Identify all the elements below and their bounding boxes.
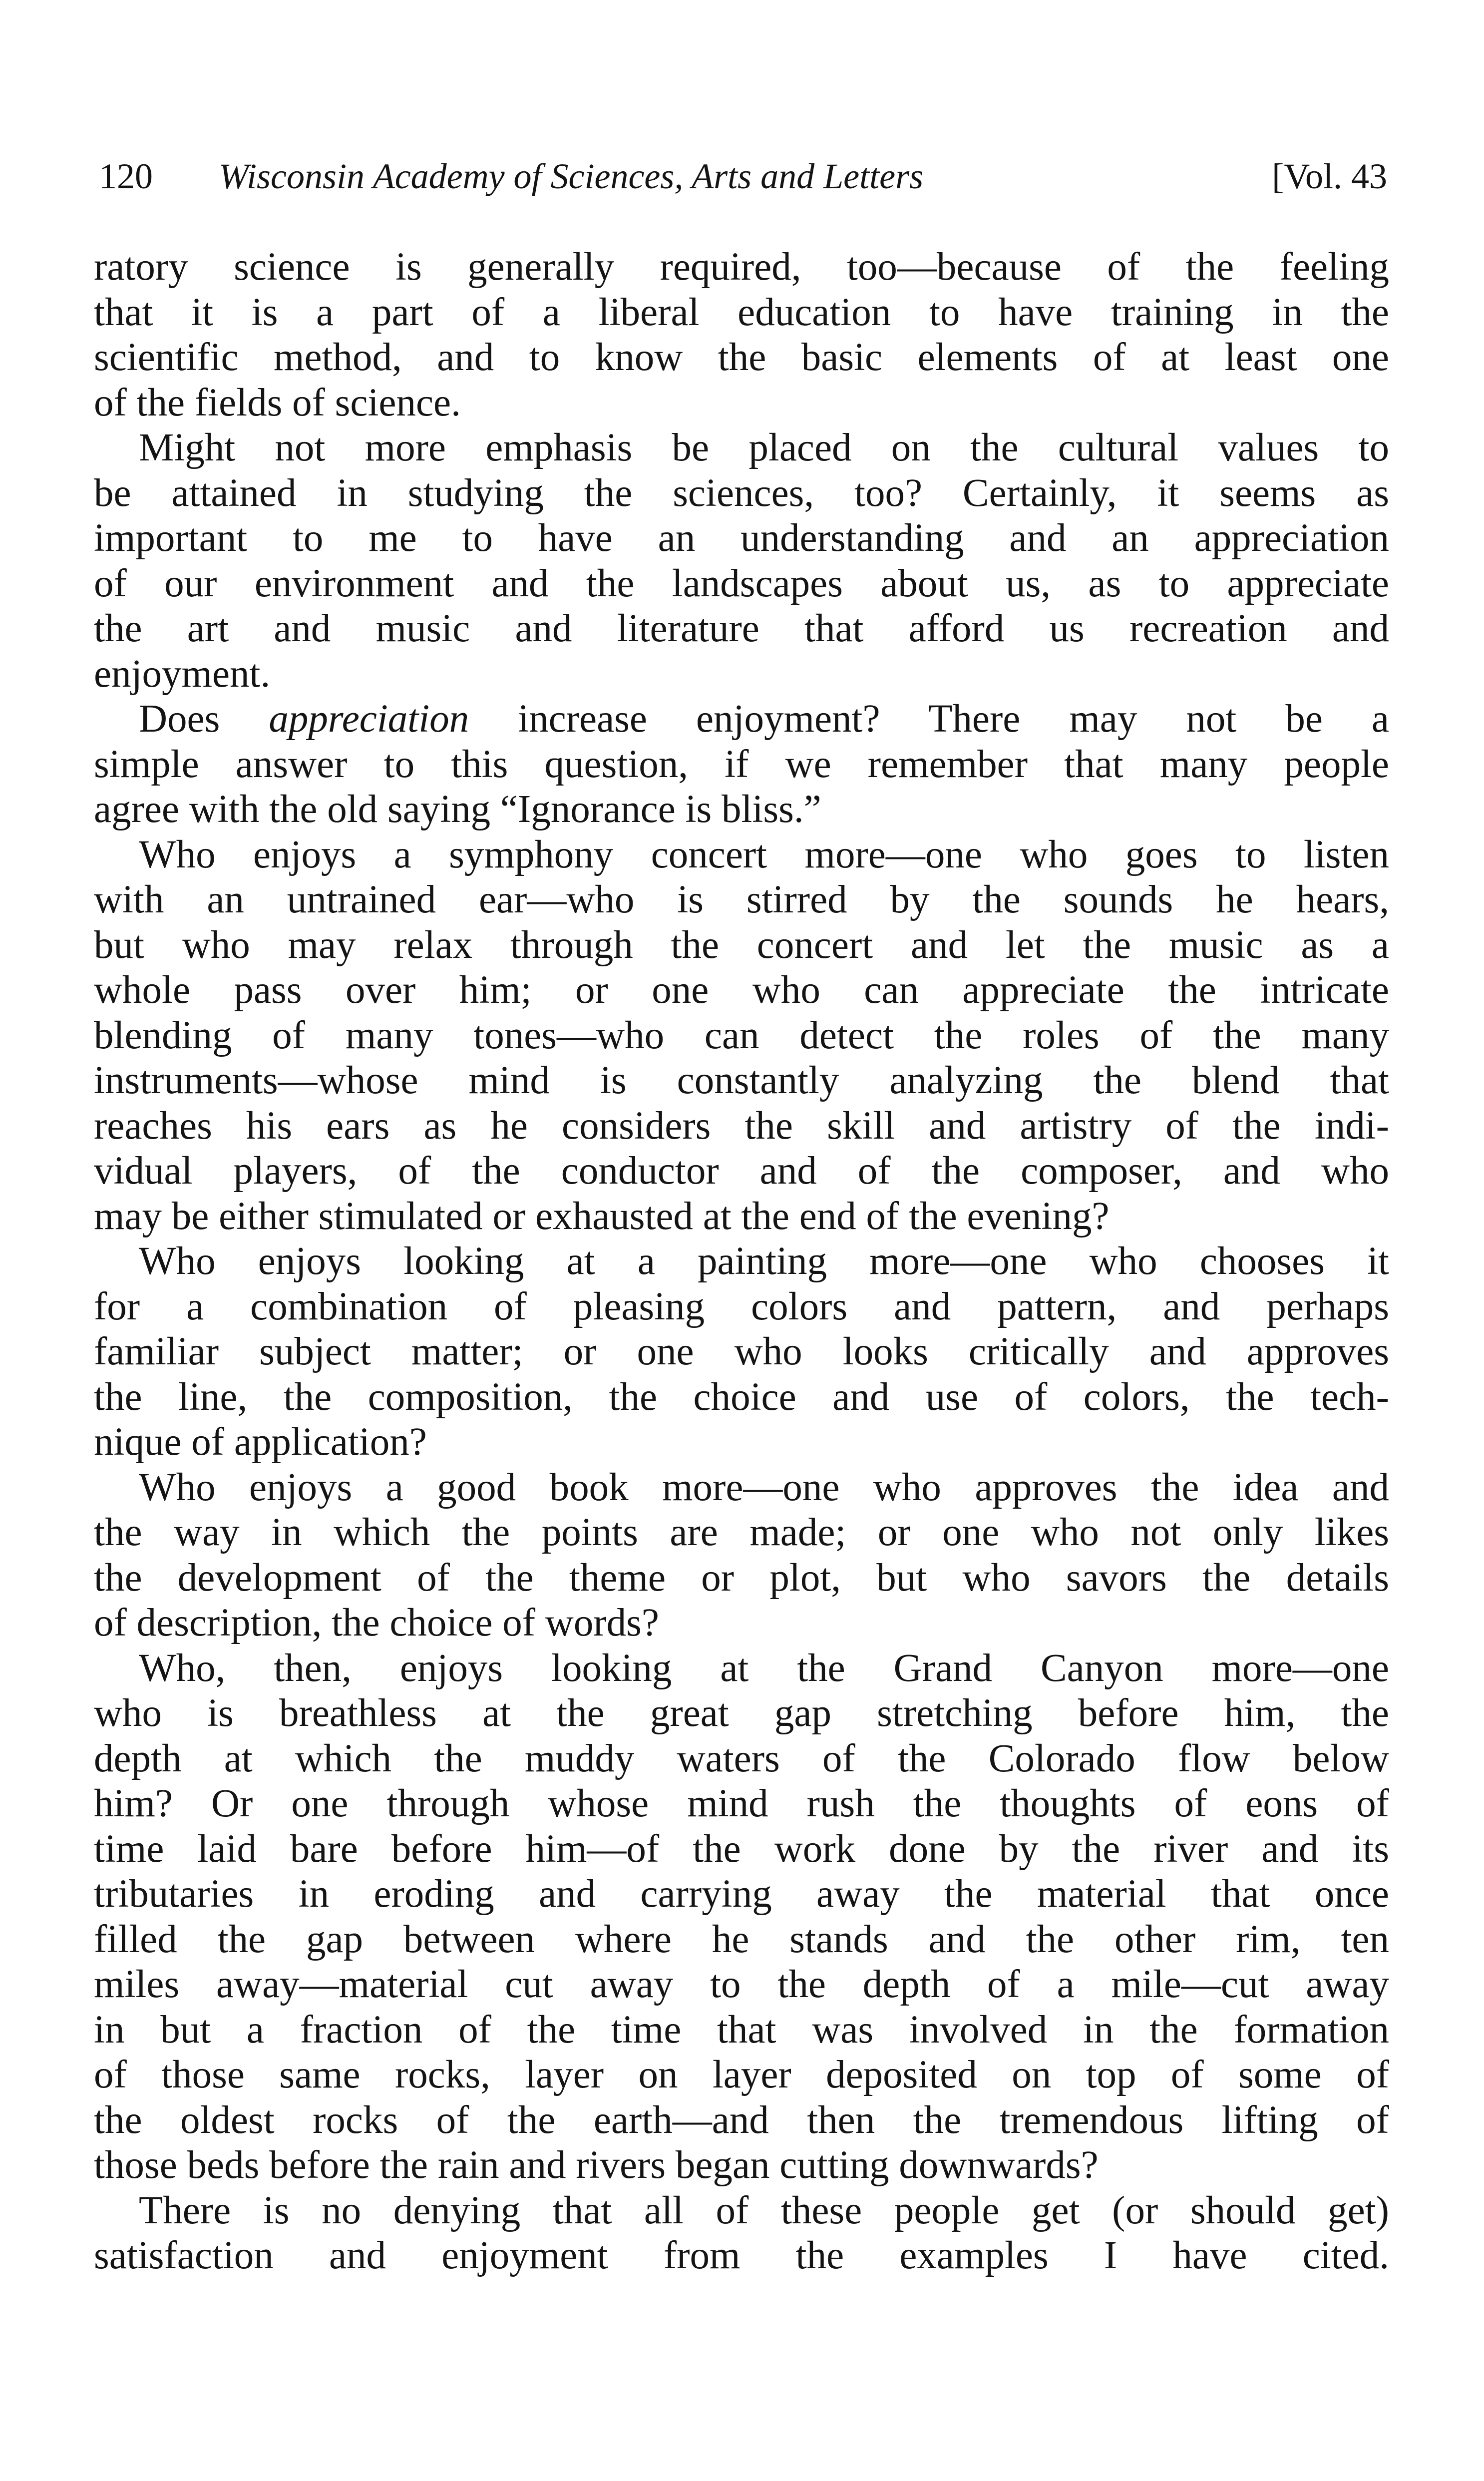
body-text [94,245,1389,2279]
text-line: may be either stimulated or exhausted at the end of the evening? [94,1194,1110,1238]
paragraph-painting [94,1239,1389,1465]
text-line: reaches his ears as he considers the skill and artistry of the indi- [94,1104,1389,1148]
text-line: be attained in studying the sciences, too? Certainly, it seems as [94,471,1389,515]
text-line: nique of application? [94,1420,427,1464]
paragraph-cultural-values [94,425,1389,697]
text-line: time laid bare before him—of the work done by the river and its [94,1827,1389,1871]
text-line [94,697,1389,742]
text-line: with an untrained ear—who is stirred by the sounds he hears, [94,878,1389,921]
text-line: vidual players, of the conductor and of the composer, and who [94,1149,1389,1193]
text-line: the development of the theme or plot, but who savors the details [94,1556,1389,1600]
journal-title: Wisconsin Academy of Sciences, Arts and Letters [219,156,924,196]
text-line: instruments—whose mind is constantly analyzing the blend that [94,1059,1389,1102]
text-line: of the fields of science. [94,381,461,424]
text-line: miles away—material cut away to the depth of a mile—cut away [94,1963,1389,2006]
volume-label: [Vol. 43 [1272,156,1387,196]
text-line: him? Or one through whose mind rush the thoughts of eons of [94,1782,1389,1825]
text-line: important to me to have an understanding and an appreciation [94,516,1389,560]
text-line: blending of many tones—who can detect the roles of the many [94,1013,1389,1057]
text-line: tributaries in eroding and carrying away the material that once [94,1872,1389,1916]
text-line: agree with the old saying “Ignorance is bliss.” [94,788,821,831]
text-line: satisfaction and enjoyment from the examples I have cited. [94,2234,1389,2277]
text-line: There is no denying that all of these people get (or should get) [139,2188,1389,2232]
text-line: depth at which the muddy waters of the Colorado flow below [94,1736,1389,1780]
text-line: the way in which the points are made; or one who not only likes [94,1511,1389,1554]
text-run: increase enjoyment? There may not be a [469,697,1389,741]
text-line: for a combination of pleasing colors and pattern, and perhaps [94,1284,1389,1328]
text-line: Who enjoys a good book more—one who approves the idea and [139,1465,1389,1509]
text-line: enjoyment. [94,652,271,696]
paragraph-symphony [94,832,1389,1240]
italic-term: appreciation [269,697,469,741]
text-line: Might not more emphasis be placed on the cultural values to [139,426,1389,469]
text-line: the oldest rocks of the earth—and then the tremendous lifting of [94,2098,1389,2142]
running-head [99,149,1387,204]
text-line: who is breathless at the great gap stretching before him, the [94,1691,1389,1735]
text-line: familiar subject matter; or one who looks critically and approves [94,1330,1389,1373]
text-run: Does [139,697,269,741]
text-line: Who enjoys looking at a painting more—one who chooses it [139,1240,1389,1283]
text-line: of our environment and the landscapes about us, as to appreciate [94,561,1389,605]
text-line: simple answer to this question, if we remember that many people [94,742,1389,786]
text-line: those beds before the rain and rivers began cutting downwards? [94,2143,1099,2187]
text-line: in but a fraction of the time that was involved in the formation [94,2008,1389,2052]
text-line: that it is a part of a liberal education to have training in the [94,290,1389,334]
text-line: ratory science is generally required, too—because of the feeling [94,245,1389,289]
text-line: of those same rocks, layer on layer deposited on top of some of [94,2053,1389,2096]
paragraph-conclusion [94,2188,1389,2279]
paragraph-grand-canyon [94,1646,1389,2188]
paragraph-book [94,1465,1389,1646]
text-line: but who may relax through the concert and let the music as a [94,923,1389,967]
text-line: filled the gap between where he stands and the other rim, ten [94,1917,1389,1961]
page-number: 120 [99,156,153,196]
text-line: the art and music and literature that afford us recreation and [94,607,1389,650]
paragraph-appreciation [94,697,1389,832]
text-line: the line, the composition, the choice and use of colors, the tech- [94,1375,1389,1419]
text-line: of description, the choice of words? [94,1601,659,1645]
text-line: whole pass over him; or one who can appreciate the intricate [94,968,1389,1012]
text-line: Who, then, enjoys looking at the Grand Canyon more—one [139,1646,1389,1690]
text-line: scientific method, and to know the basic elements of at least one [94,336,1389,379]
text-line: Who enjoys a symphony concert more—one who goes to listen [139,832,1389,876]
paragraph-science-requirement [94,245,1389,425]
